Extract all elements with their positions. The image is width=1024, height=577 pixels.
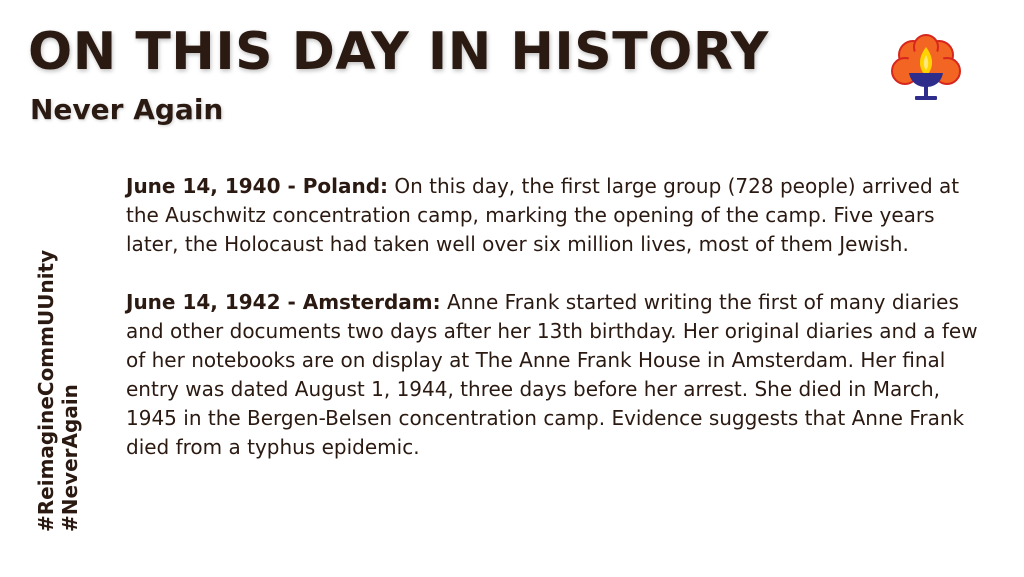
flaming-chalice-icon	[891, 33, 961, 107]
page-title: ON THIS DAY IN HISTORY	[28, 22, 769, 82]
page-subtitle: Never Again	[30, 93, 224, 126]
history-entries	[126, 172, 986, 491]
history-entry-poland	[126, 172, 986, 259]
hashtag-never-again: #NeverAgain	[58, 384, 82, 532]
entry-text: On this day, the first large group (728 people) arrived at the Auschwitz concentration camp, marking the opening of the camp. Five years later, the Holocaust had taken well over six million lives, most of them Jewish.	[126, 174, 960, 256]
entry-text: Anne Frank started writing the first of many diaries and other documents two days after her 13th birthday. Her original diaries and a few of her notebooks are on display at The Anne Frank House in Amsterdam. Her final entry was dated August 1, 1944, three days before her arrest. She died in March, 1945 in the Bergen-Belsen concentration camp. Evidence suggests that Anne Frank died from a typhus epidemic.	[126, 290, 978, 459]
hashtag-reimagine-community: #ReimagineCommUUnity	[34, 249, 58, 532]
entry-lead: June 14, 1940 - Poland:	[126, 174, 389, 198]
entry-lead: June 14, 1942 - Amsterdam:	[126, 290, 441, 314]
hashtag-list	[34, 250, 82, 532]
history-entry-amsterdam	[126, 288, 986, 462]
